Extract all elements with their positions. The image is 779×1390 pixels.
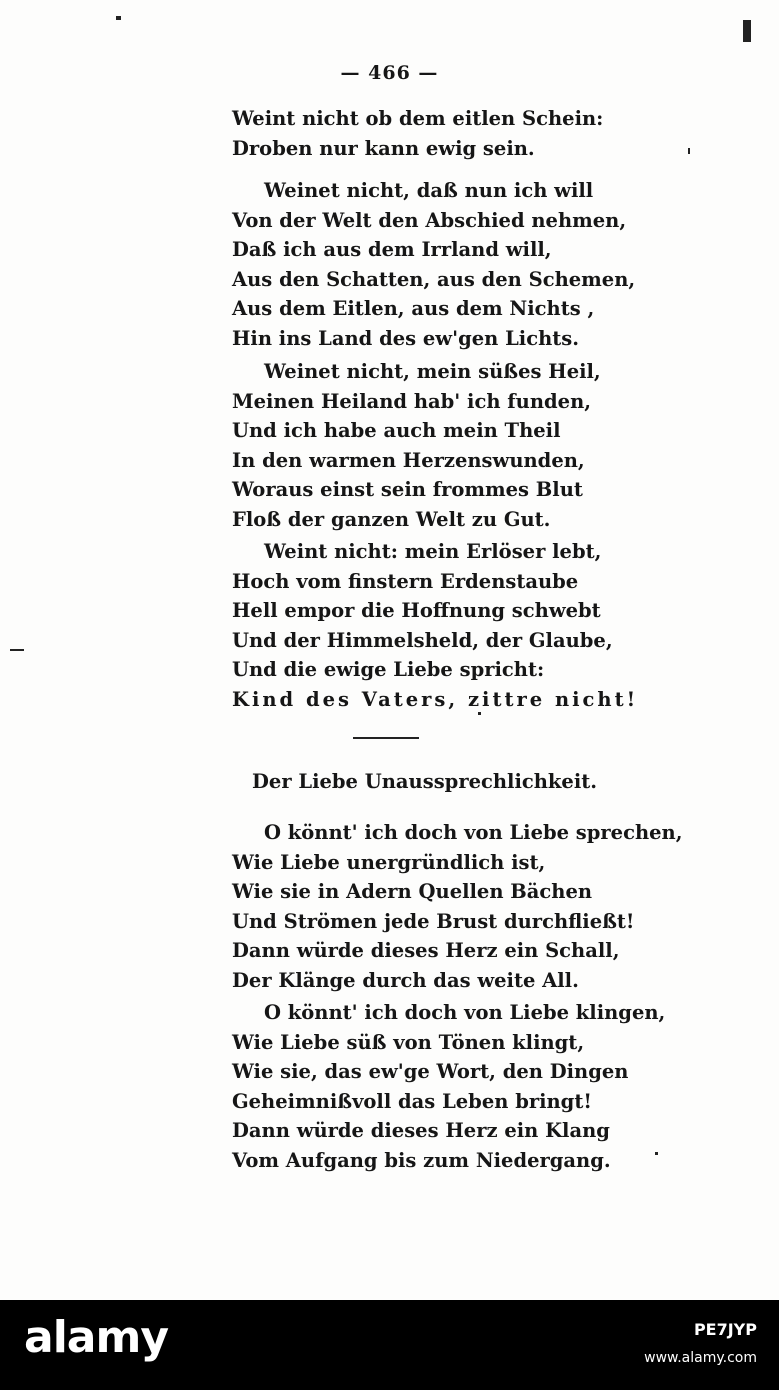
scan-speck (478, 712, 481, 715)
verse-line: Dann würde dieses Herz ein Schall, (232, 939, 620, 962)
scan-speck (743, 20, 751, 42)
verse-line: Dann würde dieses Herz ein Klang (232, 1119, 610, 1142)
verse-line: Und die ewige Liebe spricht: (232, 658, 545, 681)
verse-line: Wie sie in Adern Quellen Bächen (232, 880, 593, 903)
verse-line: Meinen Heiland hab' ich funden, (232, 389, 592, 413)
verse-line: Der Klänge durch das weite All. (232, 968, 579, 992)
verse-line: Kind des Vaters, zittre nicht! (232, 687, 639, 711)
verse-line: In den warmen Herzenswunden, (232, 448, 585, 472)
verse-line: Weint nicht ob dem eitlen Schein: (232, 107, 604, 130)
verse-line: Woraus einst sein frommes Blut (232, 478, 583, 501)
poem-title: Der Liebe Unaussprechlichkeit. (252, 770, 598, 793)
verse-line: Droben nur kann ewig sein. (232, 136, 535, 160)
verse-line: Hell empor die Hoffnung schwebt (232, 599, 601, 622)
stanza (232, 104, 603, 163)
stanza (232, 176, 635, 353)
image-id: PE7JYP (693, 1320, 757, 1339)
verse-line: Aus dem Eitlen, aus dem Nichts , (232, 297, 595, 320)
stanza (232, 998, 665, 1175)
site-url: www.alamy.com (644, 1350, 757, 1366)
verse-line: O könnt' ich doch von Liebe klingen, (264, 1001, 666, 1024)
verse-line: Wie Liebe süß von Tönen klingt, (232, 1030, 585, 1054)
verse-line: Weinet nicht, mein süßes Heil, (264, 360, 601, 383)
verse-line: Hin ins Land des ew'gen Lichts. (232, 326, 580, 350)
section-divider (353, 737, 419, 739)
verse-line: Daß ich aus dem Irrland will, (232, 238, 552, 261)
scan-speck (688, 148, 690, 154)
stanza (232, 537, 638, 714)
stanza (232, 357, 601, 534)
verse-line: Vom Aufgang bis zum Niedergang. (232, 1148, 611, 1172)
brand-logo: alamy (24, 1312, 168, 1363)
verse-line: Und Strömen jede Brust durchfließt! (232, 909, 635, 933)
scan-speck (10, 649, 24, 651)
watermark-bar (0, 1300, 779, 1390)
verse-line: Wie Liebe unergründlich ist, (232, 850, 546, 874)
verse-line: Und der Himmelsheld, der Glaube, (232, 628, 613, 652)
verse-line: Floß der ganzen Welt zu Gut. (232, 507, 551, 531)
verse-line: O könnt' ich doch von Liebe sprechen, (264, 821, 683, 844)
verse-line: Und ich habe auch mein Theil (232, 419, 561, 442)
verse-line: Weinet nicht, daß nun ich will (264, 179, 594, 202)
scan-speck (655, 1152, 658, 1155)
verse-line: Wie sie, das ew'ge Wort, den Dingen (232, 1060, 629, 1083)
verse-line: Weint nicht: mein Erlöser lebt, (264, 540, 602, 563)
verse-line: Von der Welt den Abschied nehmen, (232, 208, 627, 232)
page-number: — 466 — (340, 62, 439, 84)
scan-speck (116, 16, 121, 20)
stanza (232, 818, 683, 995)
verse-line: Geheimnißvoll das Leben bringt! (232, 1089, 592, 1113)
verse-line: Aus den Schatten, aus den Schemen, (232, 267, 636, 291)
verse-line: Hoch vom finstern Erdenstaube (232, 569, 579, 593)
